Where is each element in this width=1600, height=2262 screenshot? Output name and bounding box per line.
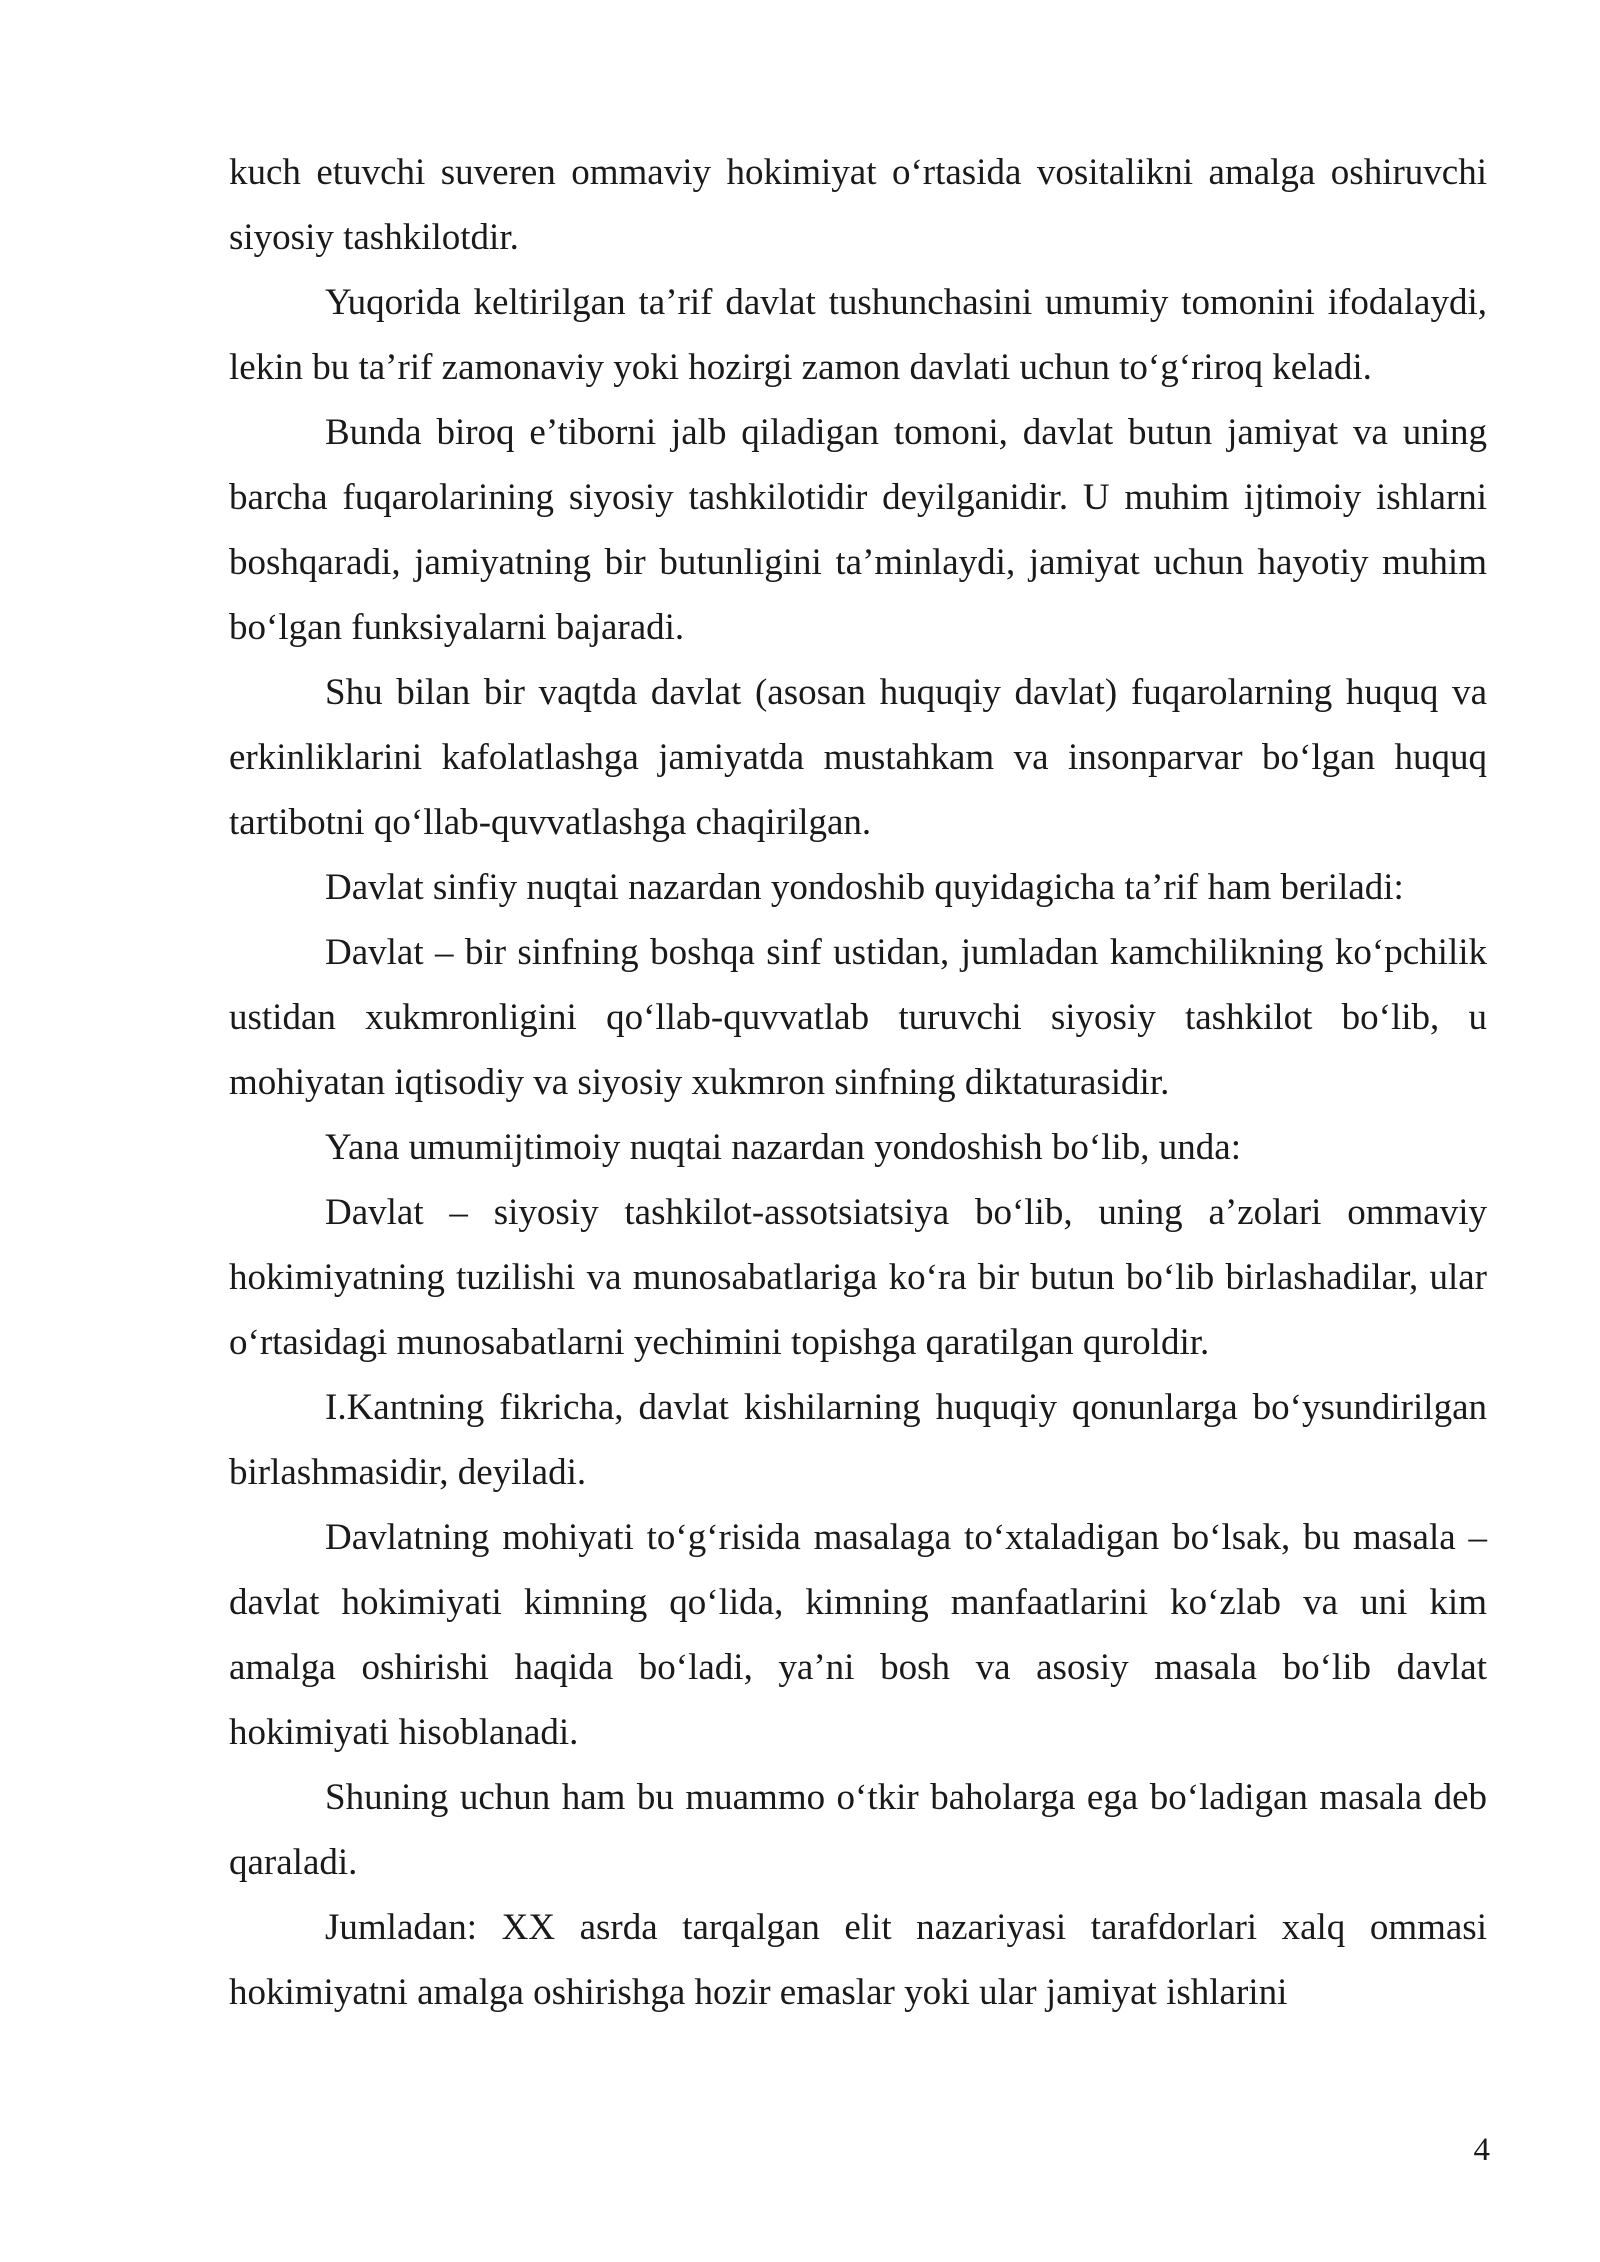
paragraph-4: Shu bilan bir vaqtda davlat (asosan huquqiy davlat) fuqarolarning huquq va erkinliklarini kafolatlashga jamiyatda mustahkam va insonparvar bo‘lgan huquq tartibotni qo‘llab-quvvatlashga chaqirilgan. — [229, 672, 1487, 843]
paragraph-9: I.Kantning fikricha, davlat kishilarning huquqiy qonunlarga bo‘ysundirilgan birlashmasidir, deyiladi. — [229, 1387, 1487, 1493]
paragraph-8: Davlat – siyosiy tashkilot-assotsiatsiya bo‘lib, uning a’zolari ommaviy hokimiyatning tuzilishi va munosabatlariga ko‘ra bir butun bo‘lib birlashadilar, ular o‘rtasidagi munosabatlarni yechimini topishga qaratilgan quroldir. — [229, 1192, 1487, 1363]
paragraph-2: Yuqorida keltirilgan ta’rif davlat tushunchasini umumiy tomonini ifodalaydi, lekin bu ta’rif zamonaviy yoki hozirgi zamon davlati uchun to‘g‘riroq keladi. — [229, 282, 1487, 388]
paragraph-5: Davlat sinfiy nuqtai nazardan yondoshib quyidagicha ta’rif ham beriladi: — [325, 867, 1404, 908]
paragraph-1: kuch etuvchi suveren ommaviy hokimiyat o‘rtasida vositalikni amalga oshiruvchi siyosiy tashkilotdir. — [229, 152, 1487, 258]
paragraph-11: Shuning uchun ham bu muammo o‘tkir baholarga ega bo‘ladigan masala deb qaraladi. — [229, 1777, 1487, 1883]
paragraph-3: Bunda biroq e’tiborni jalb qiladigan tomoni, davlat butun jamiyat va uning barcha fuqarolarining siyosiy tashkilotidir deyilganidir. U muhim ijtimoiy ishlarni boshqaradi, jamiyatning bir butunligini ta’minlaydi, jamiyat uchun hayotiy muhim bo‘lgan funksiyalarni bajaradi. — [229, 412, 1487, 648]
paragraph-7: Yana umumijtimoiy nuqtai nazardan yondoshish bo‘lib, unda: — [325, 1127, 1242, 1168]
page-number: 4 — [1473, 2132, 1490, 2168]
paragraph-6: Davlat – bir sinfning boshqa sinf ustidan, jumladan kamchilikning ko‘pchilik ustidan xukmronligini qo‘llab-quvvatlab turuvchi siyosiy tashkilot bo‘lib, u mohiyatan iqtisodiy va siyosiy xukmron sinfning diktaturasidir. — [229, 932, 1487, 1103]
body-text — [229, 140, 1487, 2025]
paragraph-10: Davlatning mohiyati to‘g‘risida masalaga to‘xtaladigan bo‘lsak, bu masala – davlat hokimiyati kimning qo‘lida, kimning manfaatlarini ko‘zlab va uni kim amalga oshirishi haqida bo‘ladi, ya’ni bosh va asosiy masala bo‘lib davlat hokimiyati hisoblanadi. — [229, 1517, 1487, 1753]
paragraph-12: Jumladan: XX asrda tarqalgan elit nazariyasi tarafdorlari xalq ommasi hokimiyatni amalga oshirishga hozir emaslar yoki ular jamiyat ishlarini — [229, 1907, 1487, 2013]
